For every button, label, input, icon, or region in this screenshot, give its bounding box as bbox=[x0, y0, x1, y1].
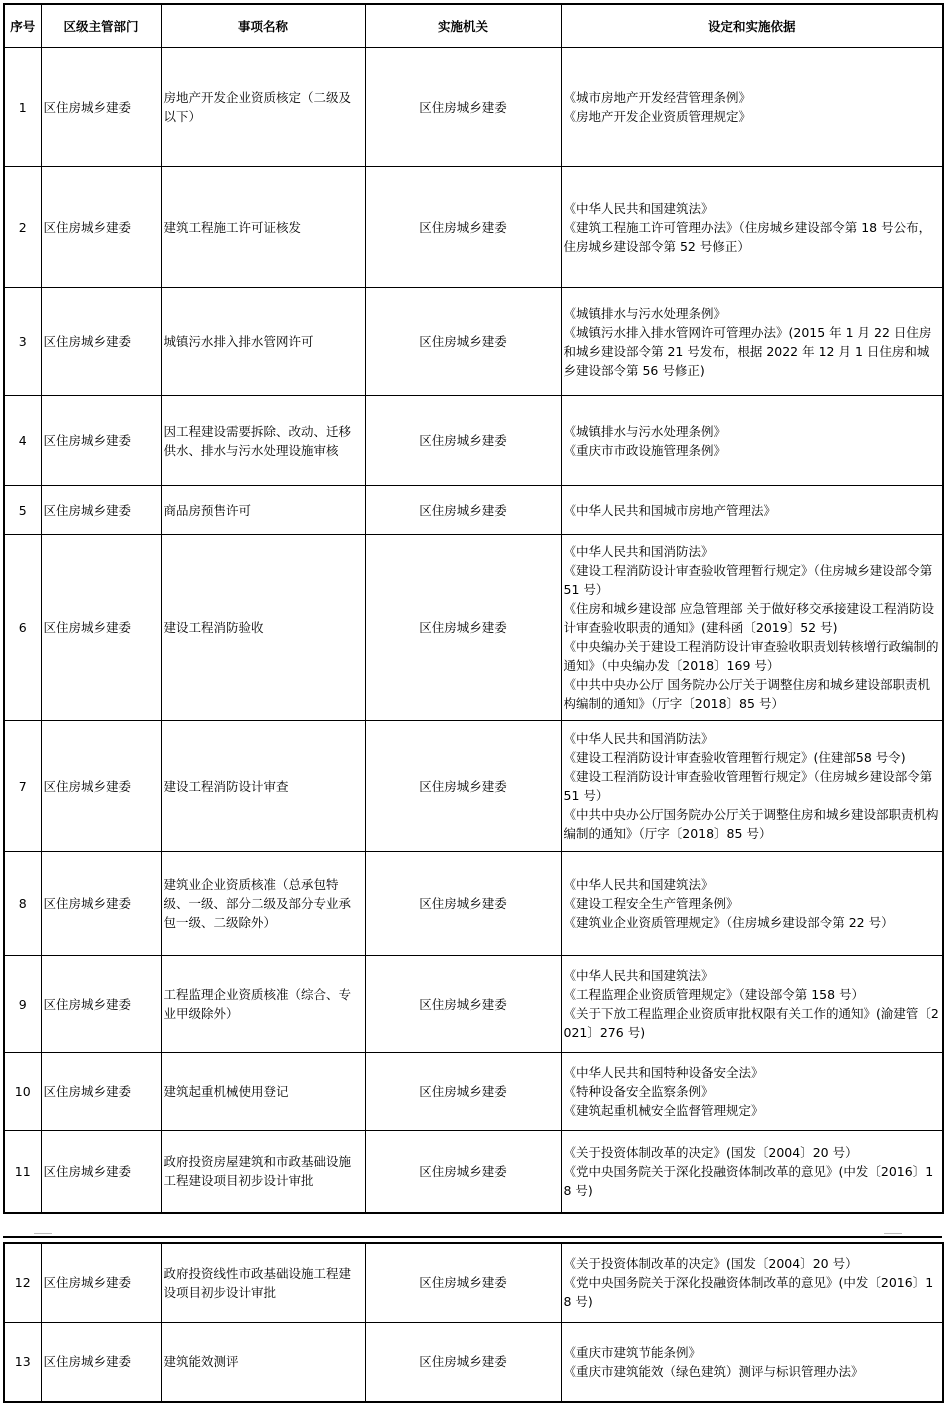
row-org: 区住房城乡建委 bbox=[365, 1131, 561, 1213]
table-row bbox=[4, 167, 943, 288]
row-seq: 11 bbox=[4, 1131, 41, 1213]
row-basis bbox=[561, 486, 943, 535]
row-item-name: 建筑工程施工许可证核发 bbox=[161, 167, 365, 288]
row-item-name: 建筑能效测评 bbox=[161, 1322, 365, 1402]
row-item-name: 政府投资房屋建筑和市政基础设施工程建设项目初步设计审批 bbox=[161, 1131, 365, 1213]
basis-line: 《中华人民共和国建筑法》 bbox=[563, 968, 714, 983]
row-dept: 区住房城乡建委 bbox=[41, 1053, 161, 1131]
row-seq: 4 bbox=[4, 396, 41, 486]
basis-line: 《城镇排水与污水处理条例》 bbox=[563, 305, 727, 321]
basis-line: 《中华人民共和国特种设备安全法》 bbox=[563, 1065, 764, 1080]
row-dept: 区住房城乡建委 bbox=[41, 956, 161, 1053]
row-org: 区住房城乡建委 bbox=[365, 48, 561, 167]
row-item-name: 政府投资线性市政基础设施工程建设项目初步设计审批 bbox=[161, 1243, 365, 1322]
basis-line: 《建设工程消防设计审查验收管理暂行规定》（住房城乡建设部令第 51 号） bbox=[563, 769, 933, 803]
basis-line: 《特种设备安全监察条例》 bbox=[563, 1084, 714, 1099]
table-row bbox=[4, 721, 943, 852]
basis-line: 《工程监理企业资质管理规定》（建设部令第 158 号） bbox=[563, 987, 865, 1002]
basis-line: 《中华人民共和国城市房地产管理法》 bbox=[563, 502, 777, 518]
row-basis bbox=[561, 852, 943, 956]
header-dept: 区级主管部门 bbox=[41, 4, 161, 48]
row-seq: 10 bbox=[4, 1053, 41, 1131]
row-dept: 区住房城乡建委 bbox=[41, 396, 161, 486]
row-seq: 8 bbox=[4, 852, 41, 956]
row-seq: 12 bbox=[4, 1243, 41, 1322]
basis-line: 《建设工程消防设计审查验收管理暂行规定》（住房城乡建设部令第 51 号） bbox=[563, 563, 933, 597]
row-basis bbox=[561, 167, 943, 288]
row-dept: 区住房城乡建委 bbox=[41, 288, 161, 396]
row-basis bbox=[561, 1322, 943, 1402]
basis-line: 《中共中央办公厅国务院办公厅关于调整住房和城乡建设部职责机构编制的通知》（厅字〔2018〕85 号） bbox=[563, 807, 939, 841]
basis-line: 《城镇排水与污水处理条例》 bbox=[563, 423, 727, 439]
row-org: 区住房城乡建委 bbox=[365, 535, 561, 721]
header-org: 实施机关 bbox=[365, 4, 561, 48]
basis-line: 《城镇污水排入排水管网许可管理办法》(2015 年 1 月 22 日住房和城乡建设部令第 21 号发布，根据 2022 年 12 月 1 日住房和城乡建设部令第 56 号修正) bbox=[563, 324, 932, 378]
row-seq: 6 bbox=[4, 535, 41, 721]
row-item-name: 工程监理企业资质核准（综合、专业甲级除外） bbox=[161, 956, 365, 1053]
row-item-name: 建设工程消防验收 bbox=[161, 535, 365, 721]
separator-mark bbox=[884, 1233, 902, 1234]
header-basis: 设定和实施依据 bbox=[561, 4, 943, 48]
row-item-name: 建筑业企业资质核准（总承包特级、一级、部分二级及部分专业承包一级、二级除外） bbox=[161, 852, 365, 956]
table-header-row bbox=[4, 4, 943, 48]
items-table-page-1 bbox=[3, 3, 944, 1214]
row-dept: 区住房城乡建委 bbox=[41, 48, 161, 167]
row-org: 区住房城乡建委 bbox=[365, 288, 561, 396]
row-basis bbox=[561, 1243, 943, 1322]
row-seq: 5 bbox=[4, 486, 41, 535]
row-dept: 区住房城乡建委 bbox=[41, 852, 161, 956]
row-org: 区住房城乡建委 bbox=[365, 721, 561, 852]
table-row bbox=[4, 535, 943, 721]
table-row bbox=[4, 1053, 943, 1131]
row-item-name: 建筑起重机械使用登记 bbox=[161, 1053, 365, 1131]
row-basis bbox=[561, 396, 943, 486]
basis-line: 《重庆市建筑能效（绿色建筑）测评与标识管理办法》 bbox=[563, 1363, 864, 1379]
row-org: 区住房城乡建委 bbox=[365, 396, 561, 486]
row-org: 区住房城乡建委 bbox=[365, 167, 561, 288]
basis-line: 《中华人民共和国建筑法》 bbox=[563, 877, 714, 892]
basis-line: 《中华人民共和国建筑法》 bbox=[563, 200, 714, 216]
row-item-name: 因工程建设需要拆除、改动、迁移供水、排水与污水处理设施审核 bbox=[161, 396, 365, 486]
basis-line: 《中共中央办公厅 国务院办公厅关于调整住房和城乡建设部职责机构编制的通知》（厅字〔2018〕85 号） bbox=[563, 677, 930, 711]
basis-line: 《建筑起重机械安全监督管理规定》 bbox=[563, 1103, 764, 1118]
row-org: 区住房城乡建委 bbox=[365, 1243, 561, 1322]
row-item-name: 商品房预售许可 bbox=[161, 486, 365, 535]
header-seq: 序号 bbox=[4, 4, 41, 48]
row-basis bbox=[561, 535, 943, 721]
row-item-name: 房地产开发企业资质核定（二级及以下） bbox=[161, 48, 365, 167]
row-dept: 区住房城乡建委 bbox=[41, 1322, 161, 1402]
row-seq: 3 bbox=[4, 288, 41, 396]
basis-line: 《中华人民共和国消防法》 bbox=[563, 544, 714, 559]
row-dept: 区住房城乡建委 bbox=[41, 486, 161, 535]
table-row bbox=[4, 48, 943, 167]
separator-mark bbox=[34, 1233, 52, 1234]
row-basis bbox=[561, 1131, 943, 1213]
basis-line: 《中华人民共和国消防法》 bbox=[563, 731, 714, 746]
basis-line: 《中央编办关于建设工程消防设计审查验收职责划转核增行政编制的通知》（中央编办发〔2018〕169 号） bbox=[563, 639, 939, 673]
row-basis bbox=[561, 956, 943, 1053]
table-row bbox=[4, 1243, 943, 1322]
row-seq: 2 bbox=[4, 167, 41, 288]
basis-line: 《城市房地产开发经营管理条例》 bbox=[563, 90, 752, 105]
row-dept: 区住房城乡建委 bbox=[41, 1243, 161, 1322]
row-org: 区住房城乡建委 bbox=[365, 486, 561, 535]
row-dept: 区住房城乡建委 bbox=[41, 721, 161, 852]
table-row bbox=[4, 956, 943, 1053]
basis-line: 《建设工程消防设计审查验收管理暂行规定》(住建部58 号令) bbox=[563, 750, 906, 765]
row-dept: 区住房城乡建委 bbox=[41, 1131, 161, 1213]
items-table-page-2 bbox=[3, 1242, 944, 1403]
basis-line: 《住房和城乡建设部 应急管理部 关于做好移交承接建设工程消防设计审查验收职责的通知》(建科函〔2019〕52 号) bbox=[563, 601, 934, 635]
table-row bbox=[4, 288, 943, 396]
basis-line: 《建筑工程施工许可管理办法》（住房城乡建设部令第 18 号公布，住房城乡建设部令第 52 号修正） bbox=[563, 219, 932, 254]
row-seq: 9 bbox=[4, 956, 41, 1053]
table-row bbox=[4, 1322, 943, 1402]
row-org: 区住房城乡建委 bbox=[365, 1053, 561, 1131]
row-dept: 区住房城乡建委 bbox=[41, 167, 161, 288]
row-item-name: 建设工程消防设计审查 bbox=[161, 721, 365, 852]
row-org: 区住房城乡建委 bbox=[365, 852, 561, 956]
basis-line: 《重庆市市政设施管理条例》 bbox=[563, 442, 727, 458]
row-basis bbox=[561, 48, 943, 167]
row-seq: 13 bbox=[4, 1322, 41, 1402]
row-seq: 7 bbox=[4, 721, 41, 852]
basis-line: 《房地产开发企业资质管理规定》 bbox=[563, 109, 752, 124]
basis-line: 《关于投资体制改革的决定》(国发〔2004〕20 号） bbox=[563, 1256, 858, 1272]
row-dept: 区住房城乡建委 bbox=[41, 535, 161, 721]
basis-line: 《建筑业企业资质管理规定》（住房城乡建设部令第 22 号） bbox=[563, 915, 894, 930]
basis-line: 《党中央国务院关于深化投融资体制改革的意见》(中发〔2016〕18 号) bbox=[563, 1275, 934, 1310]
table-row bbox=[4, 852, 943, 956]
header-name: 事项名称 bbox=[161, 4, 365, 48]
row-item-name: 城镇污水排入排水管网许可 bbox=[161, 288, 365, 396]
page-separator bbox=[3, 1236, 942, 1238]
row-basis bbox=[561, 288, 943, 396]
row-basis bbox=[561, 1053, 943, 1131]
table-row bbox=[4, 396, 943, 486]
basis-line: 《重庆市建筑节能条例》 bbox=[563, 1344, 702, 1360]
table-row bbox=[4, 1131, 943, 1213]
row-basis bbox=[561, 721, 943, 852]
row-seq: 1 bbox=[4, 48, 41, 167]
row-org: 区住房城乡建委 bbox=[365, 956, 561, 1053]
basis-line: 《党中央国务院关于深化投融资体制改革的意见》(中发〔2016〕18 号) bbox=[563, 1163, 934, 1198]
basis-line: 《关于投资体制改革的决定》(国发〔2004〕20 号） bbox=[563, 1144, 858, 1160]
table-row bbox=[4, 486, 943, 535]
row-org: 区住房城乡建委 bbox=[365, 1322, 561, 1402]
basis-line: 《关于下放工程监理企业资质审批权限有关工作的通知》(渝建管〔2021〕276 号) bbox=[563, 1006, 939, 1040]
basis-line: 《建设工程安全生产管理条例》 bbox=[563, 896, 739, 911]
